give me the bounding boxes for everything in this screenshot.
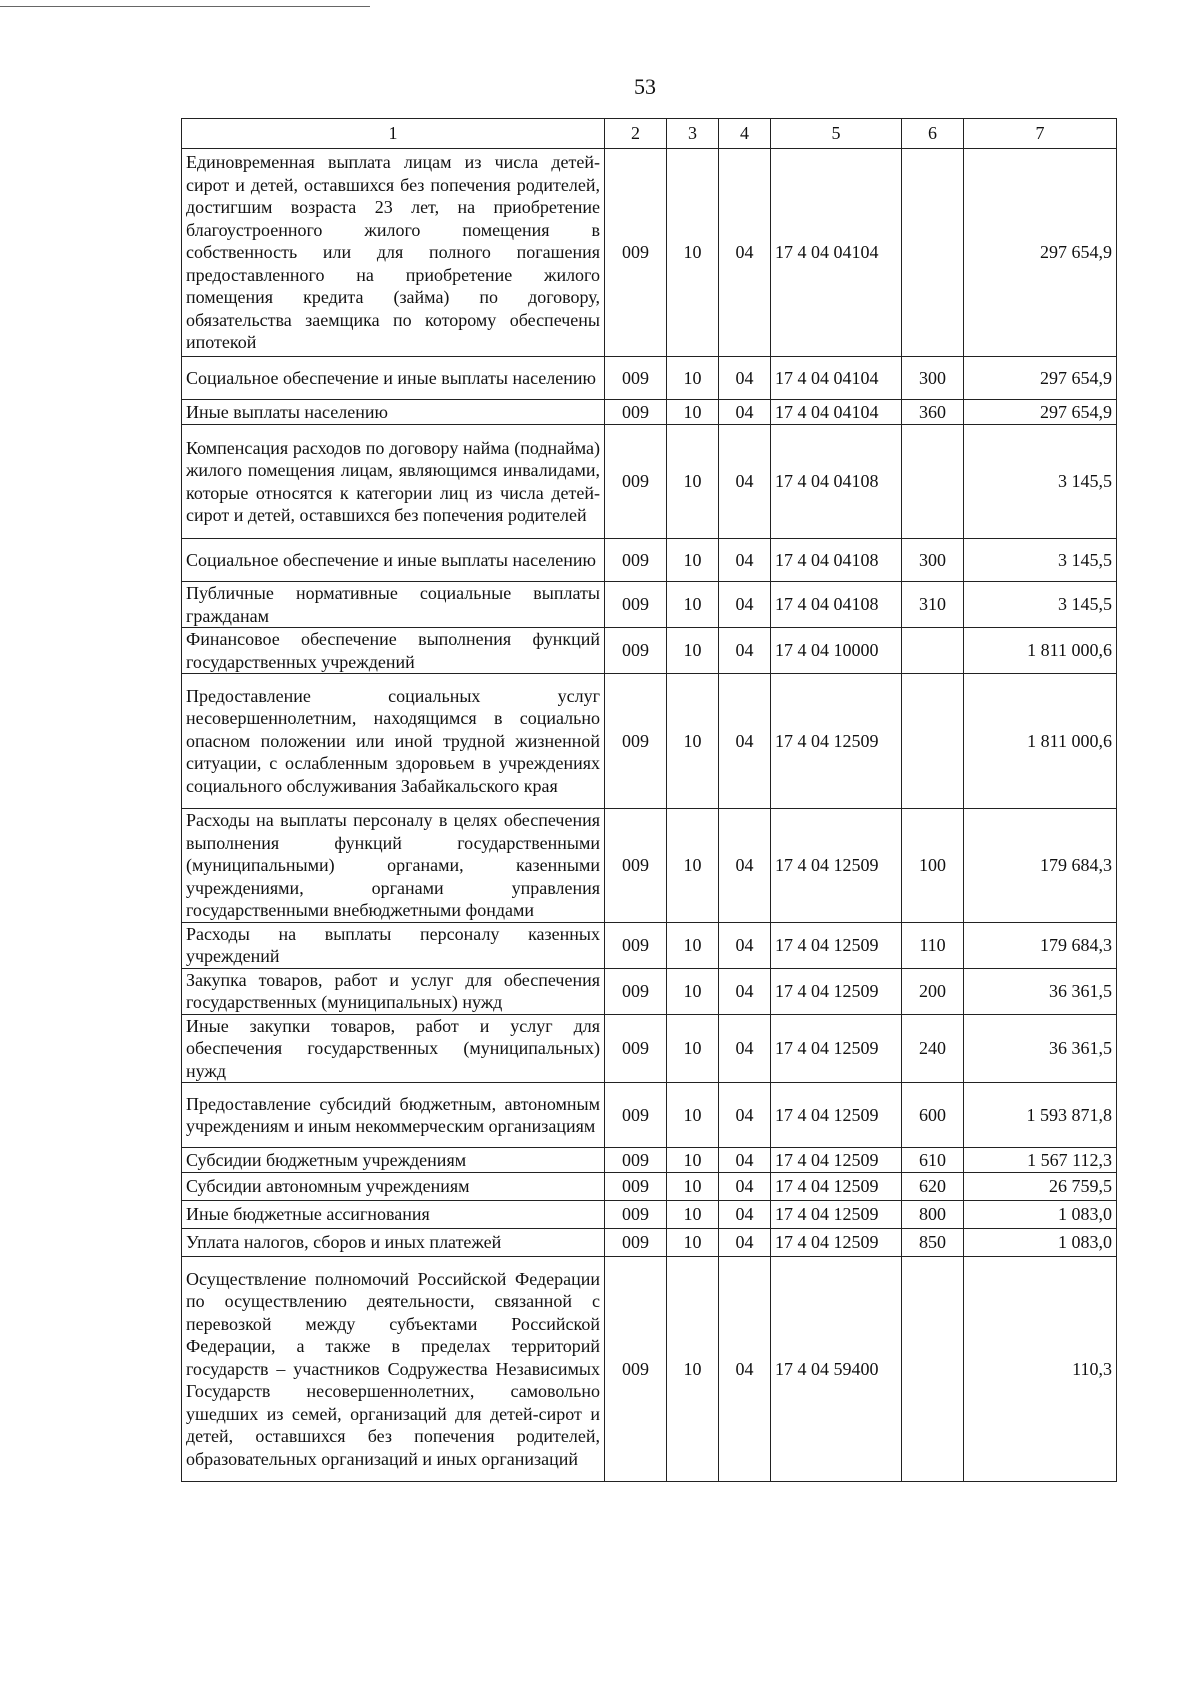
row-name: Компенсация расходов по договору найма (поднайма) жилого помещения лицам, являющимся инвалидами, которые относятся к категории лиц из числа детей-сирот и детей, оставшихся без попечения родителей [182,425,605,539]
table-row [182,922,1117,968]
ministry-code: 009 [605,582,667,628]
subsection-code: 04 [719,1257,771,1482]
subsection-code: 04 [719,922,771,968]
expense-type-code [902,425,964,539]
target-article-code: 17 4 04 12509 [771,1173,902,1201]
row-name: Финансовое обеспечение выполнения функций государственных учреждений [182,628,605,674]
row-name: Расходы на выплаты персоналу в целях обеспечения выполнения функций государственными (муниципальными) органами, казенными учреждениями, органами управления государственными внебюджетными фондами [182,809,605,923]
ministry-code: 009 [605,149,667,357]
ministry-code: 009 [605,922,667,968]
ministry-code: 009 [605,1201,667,1229]
subsection-code: 04 [719,674,771,809]
section-code: 10 [667,1014,719,1083]
row-name: Иные закупки товаров, работ и услуг для обеспечения государственных (муниципальных) нужд [182,1014,605,1083]
subsection-code: 04 [719,1083,771,1148]
amount: 3 145,5 [964,582,1117,628]
row-name: Иные выплаты населению [182,400,605,425]
target-article-code: 17 4 04 12509 [771,1201,902,1229]
row-name: Расходы на выплаты персоналу казенных учреждений [182,922,605,968]
amount: 110,3 [964,1257,1117,1482]
column-number-row [182,119,1117,149]
column-header: 6 [902,119,964,149]
section-code: 10 [667,425,719,539]
subsection-code: 04 [719,1148,771,1173]
row-name: Социальное обеспечение и иные выплаты населению [182,539,605,582]
amount: 297 654,9 [964,357,1117,400]
ministry-code: 009 [605,1014,667,1083]
target-article-code: 17 4 04 59400 [771,1257,902,1482]
page-number: 53 [634,74,656,99]
expense-type-code: 310 [902,582,964,628]
subsection-code: 04 [719,628,771,674]
row-name: Иные бюджетные ассигнования [182,1201,605,1229]
row-name: Закупка товаров, работ и услуг для обеспечения государственных (муниципальных) нужд [182,968,605,1014]
row-name: Уплата налогов, сборов и иных платежей [182,1229,605,1257]
target-article-code: 17 4 04 12509 [771,1014,902,1083]
target-article-code: 17 4 04 10000 [771,628,902,674]
subsection-code: 04 [719,400,771,425]
subsection-code: 04 [719,425,771,539]
amount: 1 811 000,6 [964,674,1117,809]
section-code: 10 [667,539,719,582]
expense-type-code: 300 [902,539,964,582]
table-row [182,1229,1117,1257]
table-row [182,1014,1117,1083]
column-header: 3 [667,119,719,149]
column-header: 2 [605,119,667,149]
column-header: 4 [719,119,771,149]
ministry-code: 009 [605,400,667,425]
table-row [182,968,1117,1014]
table-row [182,1201,1117,1229]
ministry-code: 009 [605,809,667,923]
amount: 36 361,5 [964,1014,1117,1083]
expense-type-code [902,628,964,674]
amount: 1 811 000,6 [964,628,1117,674]
column-header: 1 [182,119,605,149]
expense-type-code: 360 [902,400,964,425]
subsection-code: 04 [719,1201,771,1229]
ministry-code: 009 [605,539,667,582]
section-code: 10 [667,1201,719,1229]
expense-type-code: 850 [902,1229,964,1257]
ministry-code: 009 [605,357,667,400]
section-code: 10 [667,1083,719,1148]
ministry-code: 009 [605,1257,667,1482]
expense-type-code: 100 [902,809,964,923]
section-code: 10 [667,400,719,425]
expense-type-code [902,1257,964,1482]
row-name: Предоставление социальных услуг несовершеннолетним, находящимся в социально опасном положении или иной трудной жизненной ситуации, с ослабленным здоровьем в учреждениях социального обслуживания Забайкальского края [182,674,605,809]
ministry-code: 009 [605,628,667,674]
amount: 1 593 871,8 [964,1083,1117,1148]
ministry-code: 009 [605,1173,667,1201]
table-row [182,357,1117,400]
table-row [182,582,1117,628]
amount: 3 145,5 [964,539,1117,582]
subsection-code: 04 [719,1173,771,1201]
target-article-code: 17 4 04 04104 [771,400,902,425]
subsection-code: 04 [719,149,771,357]
table-row [182,1257,1117,1482]
target-article-code: 17 4 04 04108 [771,425,902,539]
table-row [182,1148,1117,1173]
row-name: Единовременная выплата лицам из числа детей-сирот и детей, оставшихся без попечения родителей, достигшим возраста 23 лет, на приобретение благоустроенного жилого помещения в собственность или для полного погашения предоставленного на приобретение жилого помещения кредита (займа) по договору, обязательства заемщика по которому обеспечены ипотекой [182,149,605,357]
expense-type-code: 110 [902,922,964,968]
subsection-code: 04 [719,582,771,628]
table-row [182,400,1117,425]
table-row [182,539,1117,582]
section-code: 10 [667,1173,719,1201]
ministry-code: 009 [605,1083,667,1148]
section-code: 10 [667,357,719,400]
ministry-code: 009 [605,968,667,1014]
section-code: 10 [667,582,719,628]
section-code: 10 [667,968,719,1014]
section-code: 10 [667,922,719,968]
row-name: Социальное обеспечение и иные выплаты населению [182,357,605,400]
table-row [182,425,1117,539]
section-code: 10 [667,628,719,674]
scan-edge-line [0,6,370,7]
expense-type-code [902,674,964,809]
section-code: 10 [667,809,719,923]
row-name: Субсидии бюджетным учреждениям [182,1148,605,1173]
column-header: 5 [771,119,902,149]
table-row [182,809,1117,923]
amount: 26 759,5 [964,1173,1117,1201]
target-article-code: 17 4 04 04108 [771,582,902,628]
subsection-code: 04 [719,1229,771,1257]
row-name: Предоставление субсидий бюджетным, автономным учреждениям и иным некоммерческим организациям [182,1083,605,1148]
target-article-code: 17 4 04 12509 [771,1229,902,1257]
target-article-code: 17 4 04 12509 [771,674,902,809]
subsection-code: 04 [719,1014,771,1083]
section-code: 10 [667,149,719,357]
expense-type-code: 600 [902,1083,964,1148]
budget-table [181,118,1117,1482]
section-code: 10 [667,1148,719,1173]
ministry-code: 009 [605,1229,667,1257]
amount: 297 654,9 [964,149,1117,357]
table-row [182,1083,1117,1148]
amount: 1 567 112,3 [964,1148,1117,1173]
section-code: 10 [667,1229,719,1257]
target-article-code: 17 4 04 12509 [771,809,902,923]
target-article-code: 17 4 04 04104 [771,357,902,400]
target-article-code: 17 4 04 12509 [771,1083,902,1148]
amount: 36 361,5 [964,968,1117,1014]
subsection-code: 04 [719,357,771,400]
expense-type-code: 300 [902,357,964,400]
target-article-code: 17 4 04 12509 [771,968,902,1014]
row-name: Субсидии автономным учреждениям [182,1173,605,1201]
target-article-code: 17 4 04 04104 [771,149,902,357]
column-header: 7 [964,119,1117,149]
expense-type-code [902,149,964,357]
amount: 297 654,9 [964,400,1117,425]
expense-type-code: 610 [902,1148,964,1173]
table-row [182,674,1117,809]
table-row [182,149,1117,357]
ministry-code: 009 [605,425,667,539]
target-article-code: 17 4 04 12509 [771,922,902,968]
amount: 3 145,5 [964,425,1117,539]
subsection-code: 04 [719,809,771,923]
row-name: Осуществление полномочий Российской Федерации по осуществлению деятельности, связанной с перевозкой между субъектами Российской Федерации, а также в пределах территорий государств – участников Содружества Независимых Государств несовершеннолетних, самовольно ушедших из семей, организаций для детей-сирот и детей, оставшихся без попечения родителей, образовательных организаций и иных организаций [182,1257,605,1482]
amount: 179 684,3 [964,809,1117,923]
amount: 179 684,3 [964,922,1117,968]
amount: 1 083,0 [964,1229,1117,1257]
subsection-code: 04 [719,968,771,1014]
subsection-code: 04 [719,539,771,582]
row-name: Публичные нормативные социальные выплаты гражданам [182,582,605,628]
section-code: 10 [667,674,719,809]
table-row [182,1173,1117,1201]
expense-type-code: 240 [902,1014,964,1083]
amount: 1 083,0 [964,1201,1117,1229]
expense-type-code: 800 [902,1201,964,1229]
expense-type-code: 200 [902,968,964,1014]
ministry-code: 009 [605,1148,667,1173]
target-article-code: 17 4 04 04108 [771,539,902,582]
ministry-code: 009 [605,674,667,809]
target-article-code: 17 4 04 12509 [771,1148,902,1173]
section-code: 10 [667,1257,719,1482]
expense-type-code: 620 [902,1173,964,1201]
table-row [182,628,1117,674]
